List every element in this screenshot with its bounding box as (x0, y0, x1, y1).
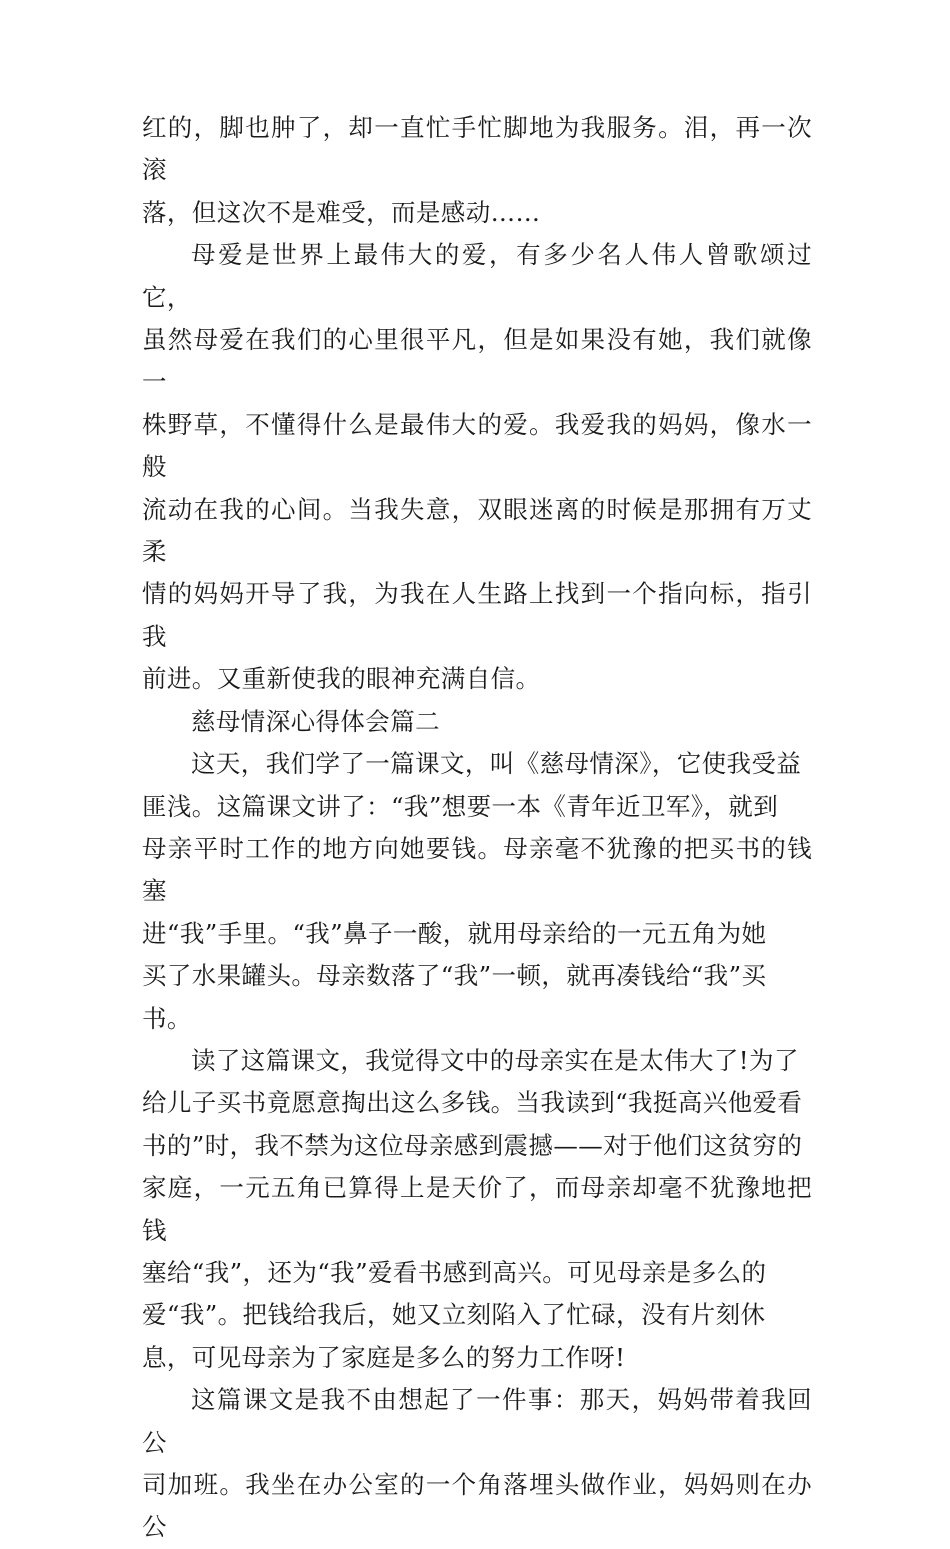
text-line: 塞给“我”，还为“我”爱看书感到高兴。可见母亲是多么的 (142, 1257, 767, 1287)
text-line: 情的妈妈开导了我，为我在人生路上找到一个指向标，指引我 (142, 579, 812, 651)
text-line: 这天，我们学了一篇课文，叫《慈母情深》，它使我受益 (191, 749, 802, 779)
text-line: 爱“我”。把钱给我后，她又立刻陷入了忙碌，没有片刻休 (142, 1300, 766, 1330)
text-line: 落，但这次不是难受，而是感动…… (142, 197, 541, 227)
text-line: 这篇课文是我不由想起了一件事：那天，妈妈带着我回公 (142, 1385, 812, 1457)
text-line: 红的，脚也肿了，却一直忙手忙脚地为我服务。泪，再一次滚 (142, 113, 812, 185)
document-body (142, 107, 812, 1549)
paragraph (142, 1040, 812, 1379)
paragraph (142, 1379, 812, 1549)
section-heading (142, 701, 812, 743)
text-line: 买了水果罐头。母亲数落了“我”一顿，就再凑钱给“我”买 (142, 961, 767, 991)
text-line: 前进。又重新使我的眼神充满自信。 (142, 664, 541, 694)
text-line: 书。 (142, 1003, 192, 1033)
paragraph (142, 107, 812, 234)
text-line: 息，可见母亲为了家庭是多么的努力工作呀! (142, 1342, 626, 1372)
text-line: 母爱是世界上最伟大的爱，有多少名人伟人曾歌颂过它， (142, 240, 812, 312)
text-line: 读了这篇课文，我觉得文中的母亲实在是太伟大了!为了 (191, 1045, 799, 1075)
heading-line: 慈母情深心得体会篇二 (191, 706, 440, 736)
text-line: 虽然母爱在我们的心里很平凡，但是如果没有她，我们就像一 (142, 325, 812, 397)
text-line: 母亲平时工作的地方向她要钱。母亲毫不犹豫的把买书的钱塞 (142, 833, 812, 906)
text-line: 家庭，一元五角已算得上是天价了，而母亲却毫不犹豫地把钱 (142, 1173, 812, 1245)
text-line: 进“我”手里。“我”鼻子一酸，就用母亲给的一元五角为她 (142, 918, 767, 948)
text-line: 书的”时，我不禁为这位母亲感到震撼——对于他们这贫穷的 (142, 1130, 803, 1160)
paragraph (142, 234, 812, 700)
text-line: 司加班。我坐在办公室的一个角落埋头做作业，妈妈则在办公 (142, 1470, 812, 1542)
text-line: 匪浅。这篇课文讲了：“我”想要一本《青年近卫军》，就到 (142, 791, 779, 821)
text-line: 给儿子买书竟愿意掏出这么多钱。当我读到“我挺高兴他爱看 (142, 1088, 803, 1118)
paragraph (142, 743, 812, 1040)
text-line: 流动在我的心间。当我失意，双眼迷离的时候是那拥有万丈柔 (142, 494, 812, 567)
text-line: 株野草，不懂得什么是最伟大的爱。我爱我的妈妈，像水一般 (142, 409, 812, 482)
